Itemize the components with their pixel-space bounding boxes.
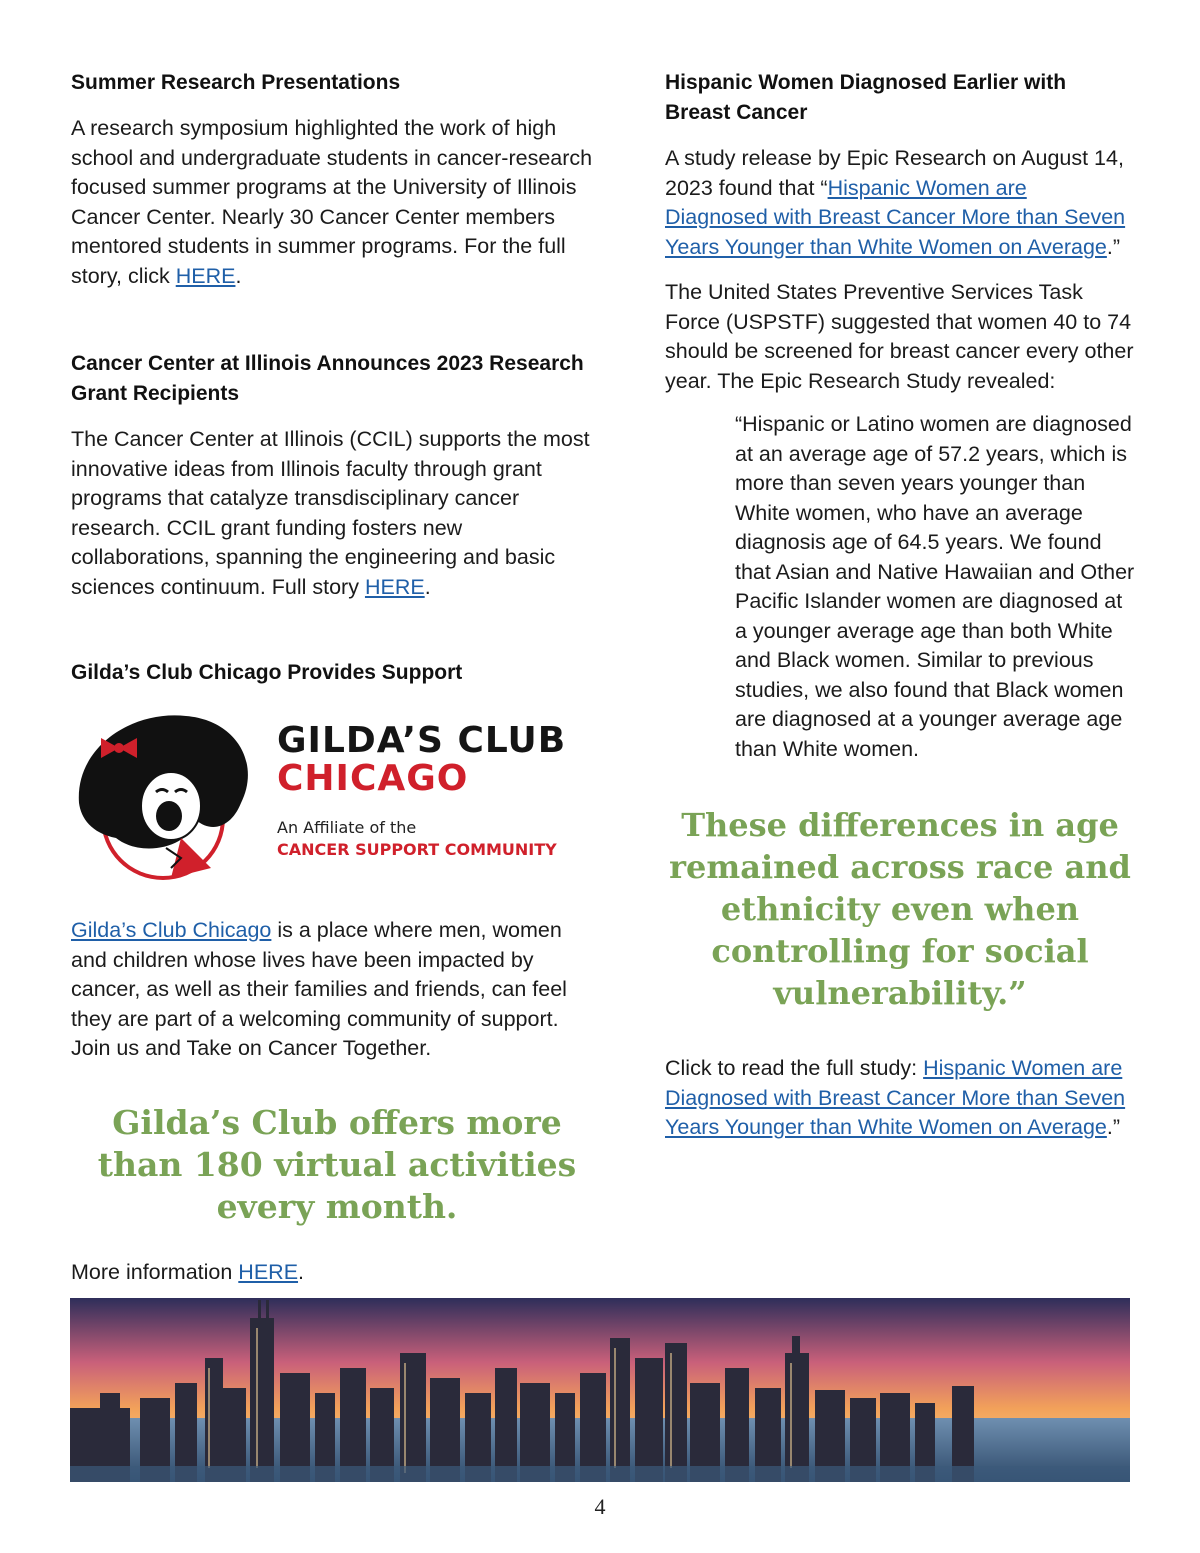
section-title: Summer Research Presentations (71, 71, 401, 94)
summer-research-here-link[interactable]: HERE (175, 263, 236, 288)
gildas-club-link[interactable]: Gilda’s Club Chicago (71, 918, 272, 942)
skyline-image (70, 1298, 1130, 1482)
section-title: Hispanic Women Diagnosed Earlier with Breast Cancer (665, 71, 1067, 124)
section-title: Cancer Center at Illinois Announces 2023 Research Grant Recipients (71, 352, 584, 405)
full-study-link[interactable]: Hispanic Women are Diagnosed with Breast Cancer More than Seven Years Younger than White Women on Average (665, 1056, 1126, 1139)
gildas-club-body: Gilda’s Club Chicago is a place where men, women and children whose lives have been impacted by cancer, as well as their families and friends, can feel they are part of a welcoming community of support. Join us and Take on Cancer Together. (71, 918, 567, 1060)
more-information: More information HERE. (71, 1259, 305, 1284)
section-body: A research symposium highlighted the work of high school and undergraduate students in cancer-research focused summer programs at the University of Illinois Cancer Center. Nearly 30 Cancer Center members mentored students in summer programs. For the full story, click HERE. (71, 116, 593, 288)
gilda-illustration-icon (71, 708, 271, 888)
left-column (71, 68, 603, 1287)
page-number: 4 (594, 1494, 606, 1519)
logo-community: CANCER SUPPORT COMMUNITY (277, 840, 557, 859)
more-info-here-link[interactable]: HERE (238, 1259, 299, 1284)
gildas-club-section (71, 658, 603, 1287)
study-pull-quote: These differences in age remained across race and ethnicity even when controlling for social vulnerability.” (669, 806, 1131, 1012)
gildas-pull-quote: Gilda’s Club offers more than 180 virtual activities every month. (97, 1102, 577, 1226)
section-title: Gilda’s Club Chicago Provides Support (71, 661, 463, 684)
section-body: The Cancer Center at Illinois (CCIL) supports the most innovative ideas from Illinois faculty through grant programs that catalyze transdisciplinary cancer research. CCIL grant funding fosters new collaborations, spanning the engineering and basic sciences continuum. Full story HERE. (71, 427, 590, 599)
study-quote: “Hispanic or Latino women are diagnosed at an average age of 57.2 years, which is more than seven years younger than White women, who have an average diagnosis age of 64.5 years. We found that Asian and Native Hawaiian and Other Pacific Islander women are diagnosed at a younger average age than both White and Black women. Similar to previous studies, we also found that Black women are diagnosed at a younger average age than White women. (735, 412, 1135, 761)
right-column (665, 68, 1135, 1143)
chicago-skyline-banner (70, 1298, 1130, 1482)
uspstf-paragraph: The United States Preventive Services Task Force (USPSTF) suggested that women 40 to 74 should be screened for breast cancer every other year. The Epic Research Study revealed: (665, 280, 1134, 393)
study-link-intro[interactable]: Hispanic Women are Diagnosed with Breast Cancer More than Seven Years Younger than White Women on Average (665, 175, 1126, 259)
grant-story-here-link[interactable]: HERE (364, 574, 425, 599)
full-study-paragraph: Click to read the full study: Hispanic Women are Diagnosed with Breast Cancer More than Seven Years Younger than White Women on Average.” (665, 1056, 1126, 1139)
gildas-club-logo (71, 708, 603, 888)
grant-recipients-section (71, 349, 603, 602)
logo-affiliate: An Affiliate of the (277, 818, 417, 837)
study-intro: A study release by Epic Research on August 14, 2023 found that “Hispanic Women are Diagnosed with Breast Cancer More than Seven Years Younger than White Women on Average.” (665, 146, 1126, 259)
logo-subtitle: CHICAGO (277, 758, 469, 799)
logo-title: GILDA’S CLUB (277, 720, 567, 761)
summer-research-section (71, 68, 603, 291)
